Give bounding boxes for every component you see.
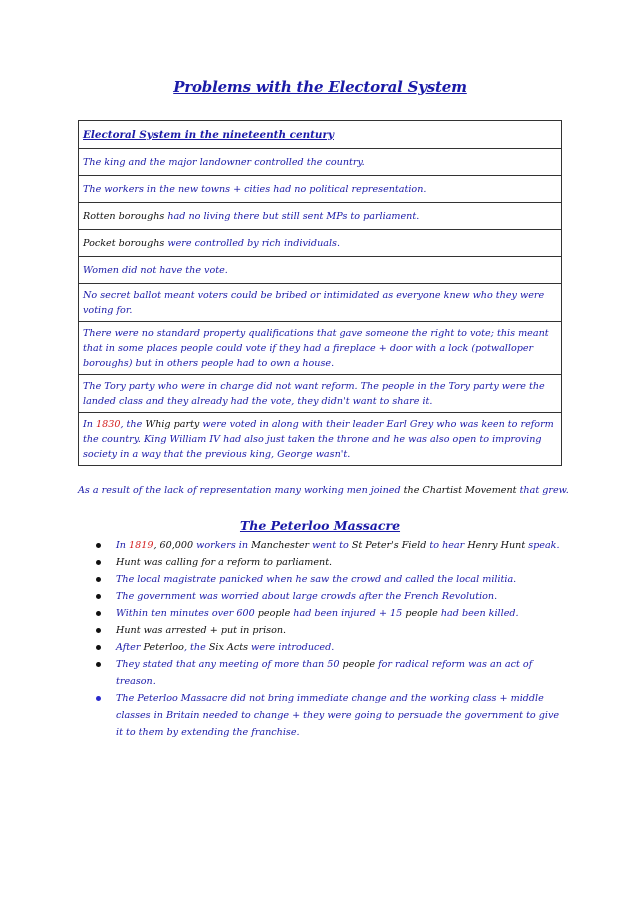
electoral-system-table — [78, 120, 562, 466]
result-paragraph: As a result of the lack of representation many working men joined the Chartist Movement that grew. — [78, 485, 569, 496]
bullet-icon — [96, 594, 101, 599]
bullet-icon — [96, 611, 101, 616]
rotten-boroughs-term: Rotten boroughs — [83, 211, 165, 222]
table-row: There were no standard property qualifications that gave someone the right to vote; this meant that in some places people could vote if they had a fireplace + door with a lock (potwalloper boroughs) but in others people had to own a house. — [79, 322, 562, 375]
page-title: Problems with the Electoral System — [173, 78, 467, 96]
bullet-icon — [96, 696, 101, 701]
list-item: After Peterloo, the Six Acts were introduced. — [96, 639, 566, 656]
table-row: In 1830, the Whig party were voted in along with their leader Earl Grey who was keen to reform the country. King William IV had also just taken the throne and he was also open to improving society in a way that the previous king, George wasn't. — [79, 413, 562, 466]
peterloo-list — [96, 537, 566, 741]
table-row: The king and the major landowner controlled the country. — [79, 149, 562, 176]
peterloo-heading: The Peterloo Massacre — [239, 518, 401, 533]
table-row: The Tory party who were in charge did not want reform. The people in the Tory party were the landed class and they already had the vote, they didn't want to share it. — [79, 375, 562, 413]
chartist-movement-term: the Chartist Movement — [403, 485, 517, 496]
bullet-icon — [96, 577, 101, 582]
year-1830: 1830 — [96, 419, 121, 430]
list-item: The Peterloo Massacre did not bring immediate change and the working class + middle classes in Britain needed to change + they were going to persuade the government to give it to them by extending the franchise. — [96, 690, 566, 741]
list-item: In 1819, 60,000 workers in Manchester went to St Peter's Field to hear Henry Hunt speak. — [96, 537, 566, 554]
bullet-icon — [96, 543, 101, 548]
bullet-icon — [96, 662, 101, 667]
bullet-icon — [96, 645, 101, 650]
bullet-icon — [96, 560, 101, 565]
table-header: Electoral System in the nineteenth century — [79, 121, 562, 149]
table-row: No secret ballot meant voters could be bribed or intimidated as everyone knew who they were voting for. — [79, 284, 562, 322]
table-row: Rotten boroughs had no living there but still sent MPs to parliament. — [79, 203, 562, 230]
table-row: The workers in the new towns + cities had no political representation. — [79, 176, 562, 203]
whig-party-term: Whig party — [145, 419, 200, 430]
list-item: Within ten minutes over 600 people had been injured + 15 people had been killed. — [96, 605, 566, 622]
bullet-icon — [96, 628, 101, 633]
list-item: The local magistrate panicked when he saw the crowd and called the local militia. — [96, 571, 566, 588]
table-row: Women did not have the vote. — [79, 257, 562, 284]
list-item: Hunt was calling for a reform to parliament. — [96, 554, 566, 571]
list-item: They stated that any meeting of more than 50 people for radical reform was an act of treason. — [96, 656, 566, 690]
list-item: Hunt was arrested + put in prison. — [96, 622, 566, 639]
pocket-boroughs-term: Pocket boroughs — [83, 238, 165, 249]
table-row: Pocket boroughs were controlled by rich individuals. — [79, 230, 562, 257]
list-item: The government was worried about large crowds after the French Revolution. — [96, 588, 566, 605]
